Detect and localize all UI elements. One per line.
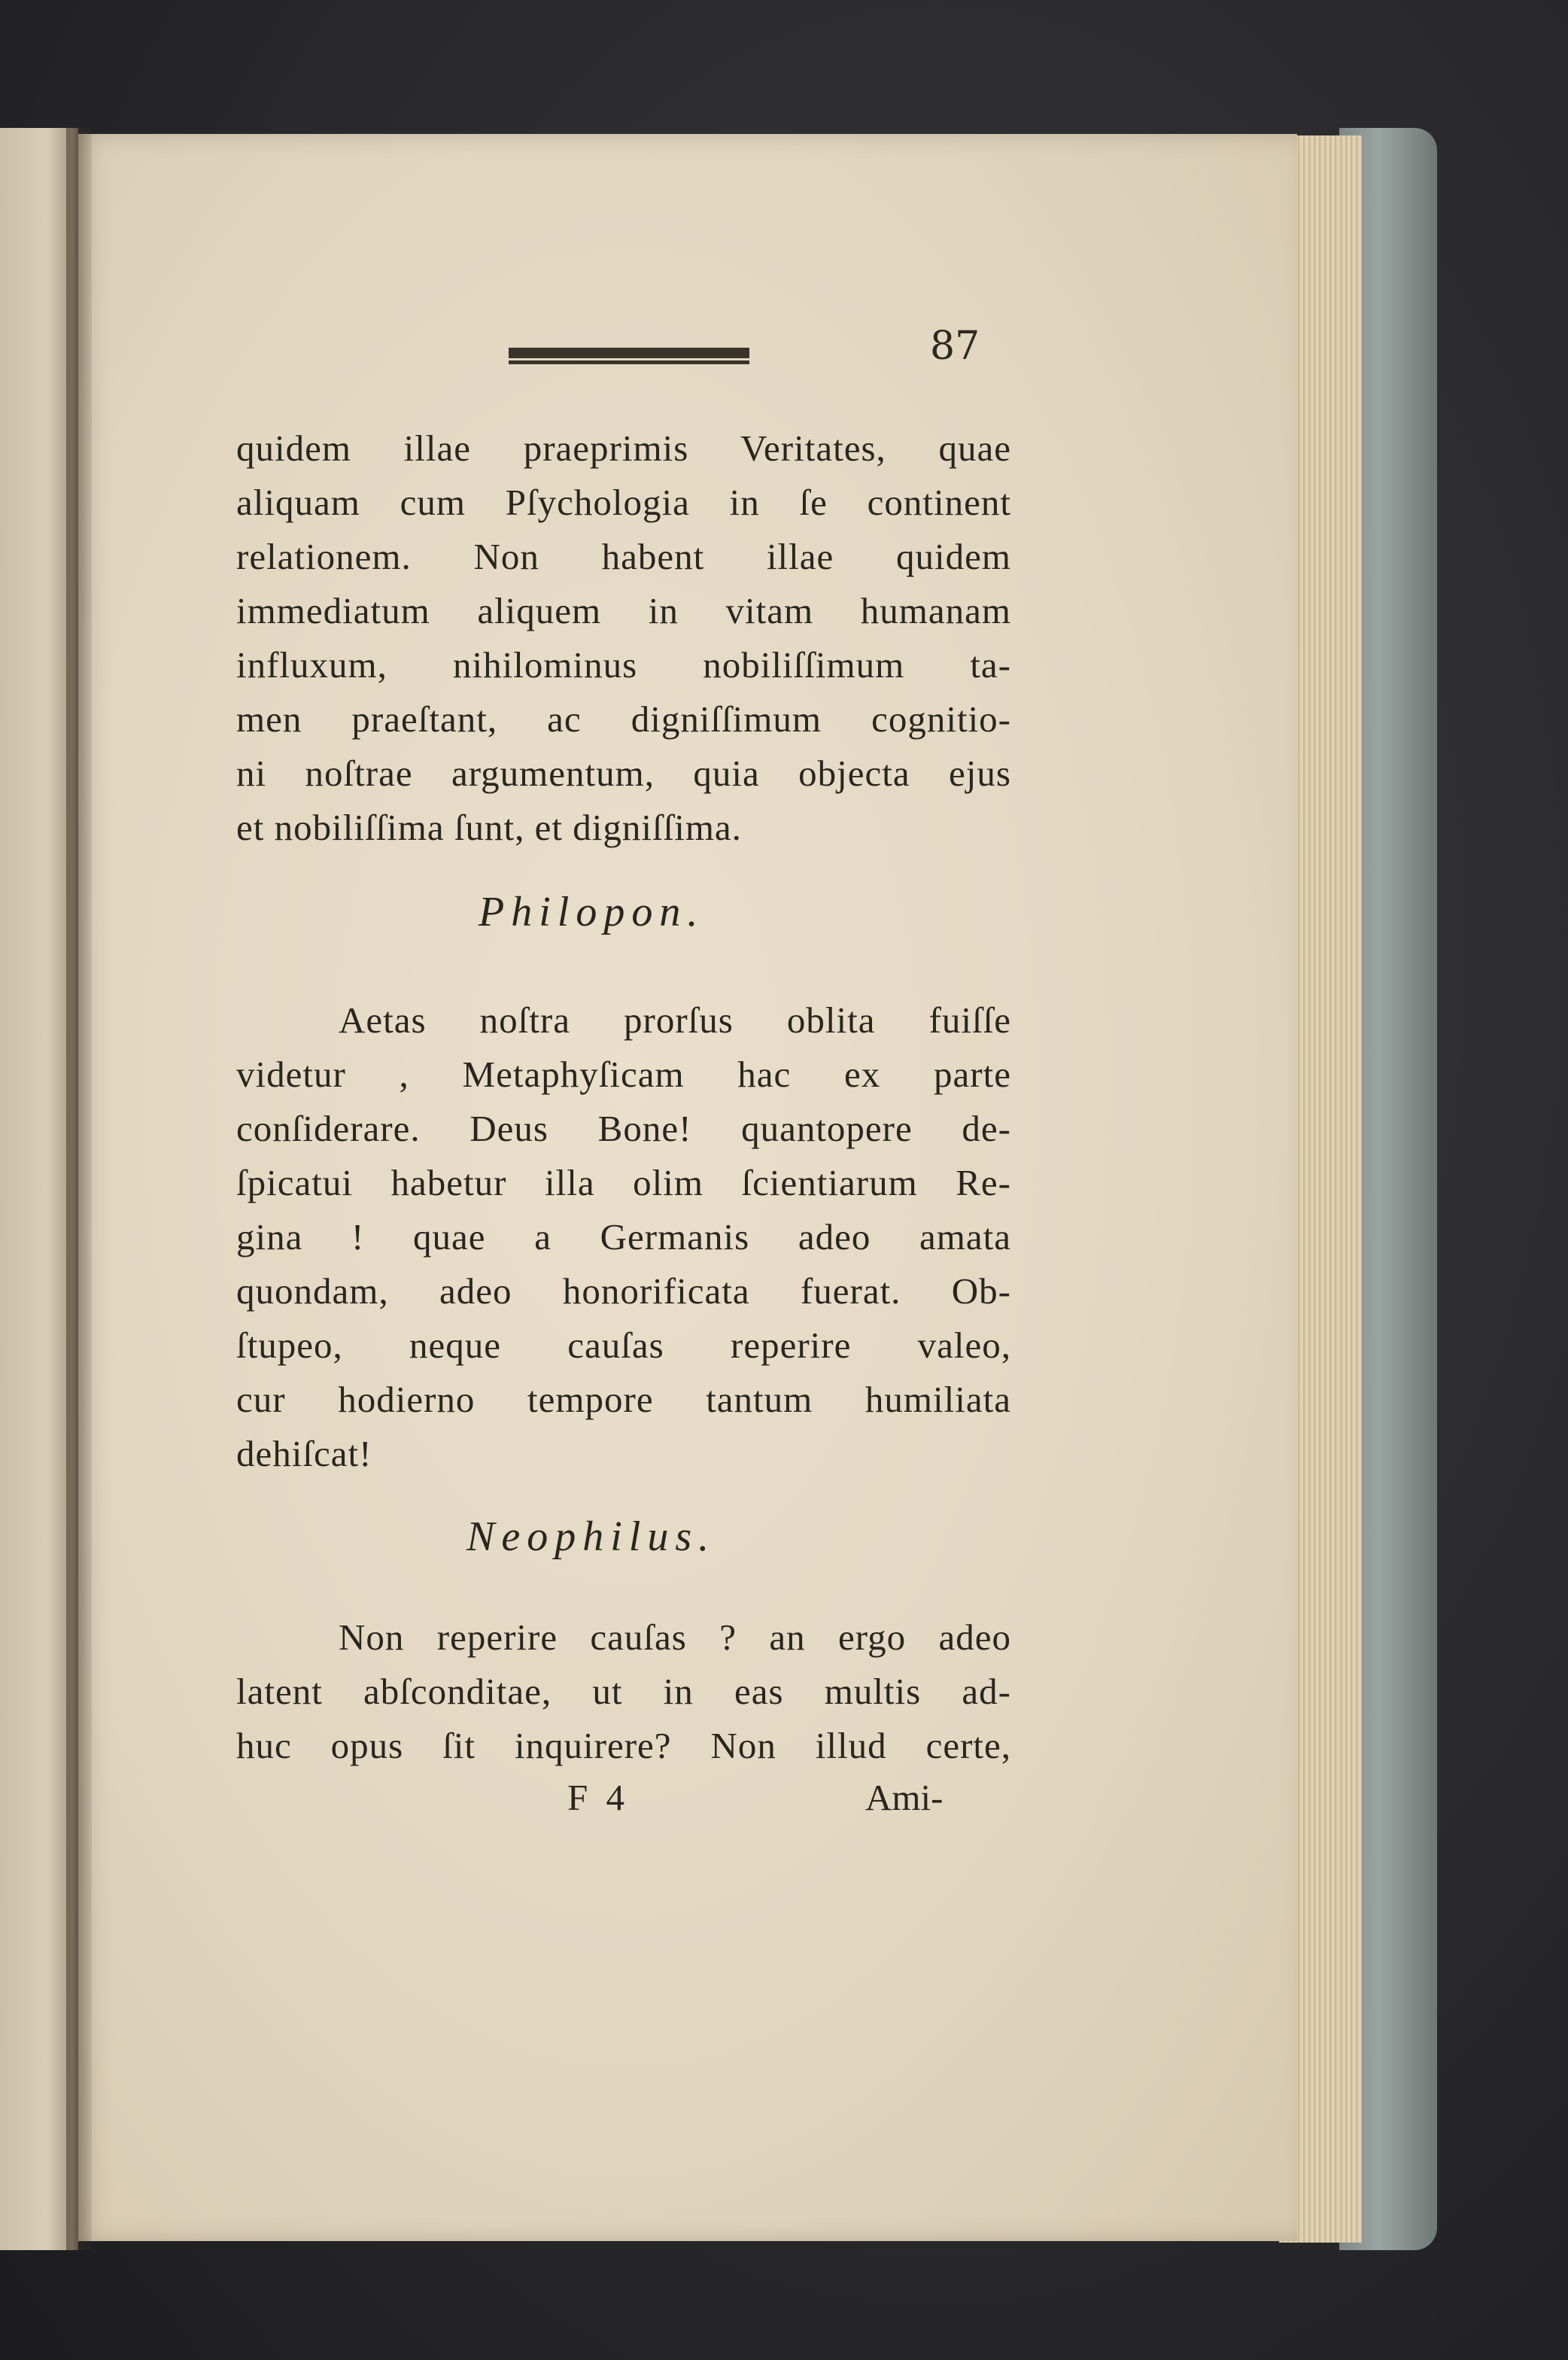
catchword: Ami- xyxy=(865,1777,944,1818)
signature-mark: F 4 xyxy=(567,1777,630,1818)
speaker-heading-neophilus: Neophilus. xyxy=(466,1513,716,1560)
text-line: ni noſtrae argumentum, quia objecta ejus xyxy=(236,753,1011,794)
page-number: 87 xyxy=(930,324,980,369)
header-rule xyxy=(509,348,749,360)
paragraph-1 xyxy=(236,421,1011,855)
text-line: quidem illae praeprimis Veritates, quae xyxy=(236,427,1011,469)
text-line: Aetas noſtra prorſus oblita fuiſſe xyxy=(339,999,1011,1041)
paragraph-3 xyxy=(236,1610,1011,1773)
text-line: dehiſcat! xyxy=(236,1433,372,1474)
paragraph-2 xyxy=(236,993,1011,1481)
text-line: Non reperire cauſas ? an ergo adeo xyxy=(339,1616,1011,1658)
text-line: gina ! quae a Germanis adeo amata xyxy=(236,1216,1011,1258)
text-line: influxum, nihilominus nobiliſſimum ta- xyxy=(236,644,1011,686)
text-line: conſiderare. Deus Bone! quantopere de- xyxy=(236,1108,1011,1149)
gutter-shadow xyxy=(66,128,92,2250)
speaker-heading-philopon: Philopon. xyxy=(479,889,705,935)
text-line: cur hodierno tempore tantum humiliata xyxy=(236,1379,1011,1420)
text-line: latent abſconditae, ut in eas multis ad- xyxy=(236,1671,1011,1712)
text-line: ſtupeo, neque cauſas reperire valeo, xyxy=(236,1324,1011,1366)
text-line: men praeſtant, ac digniſſimum cognitio- xyxy=(236,698,1011,740)
text-line: immediatum aliquem in vitam humanam xyxy=(236,590,1011,631)
text-line: huc opus ſit inquirere? Non illud certe, xyxy=(236,1725,1011,1766)
text-line: aliquam cum Pſychologia in ſe continent xyxy=(236,482,1011,523)
text-line: et nobiliſſima ſunt, et digniſſima. xyxy=(236,807,742,848)
text-line: quondam, adeo honorificata fuerat. Ob- xyxy=(236,1270,1011,1312)
text-line: relationem. Non habent illae quidem xyxy=(236,536,1011,577)
text-line: videtur , Metaphyſicam hac ex parte xyxy=(236,1054,1011,1095)
text-line: ſpicatui habetur illa olim ſcientiarum Re- xyxy=(236,1162,1011,1203)
